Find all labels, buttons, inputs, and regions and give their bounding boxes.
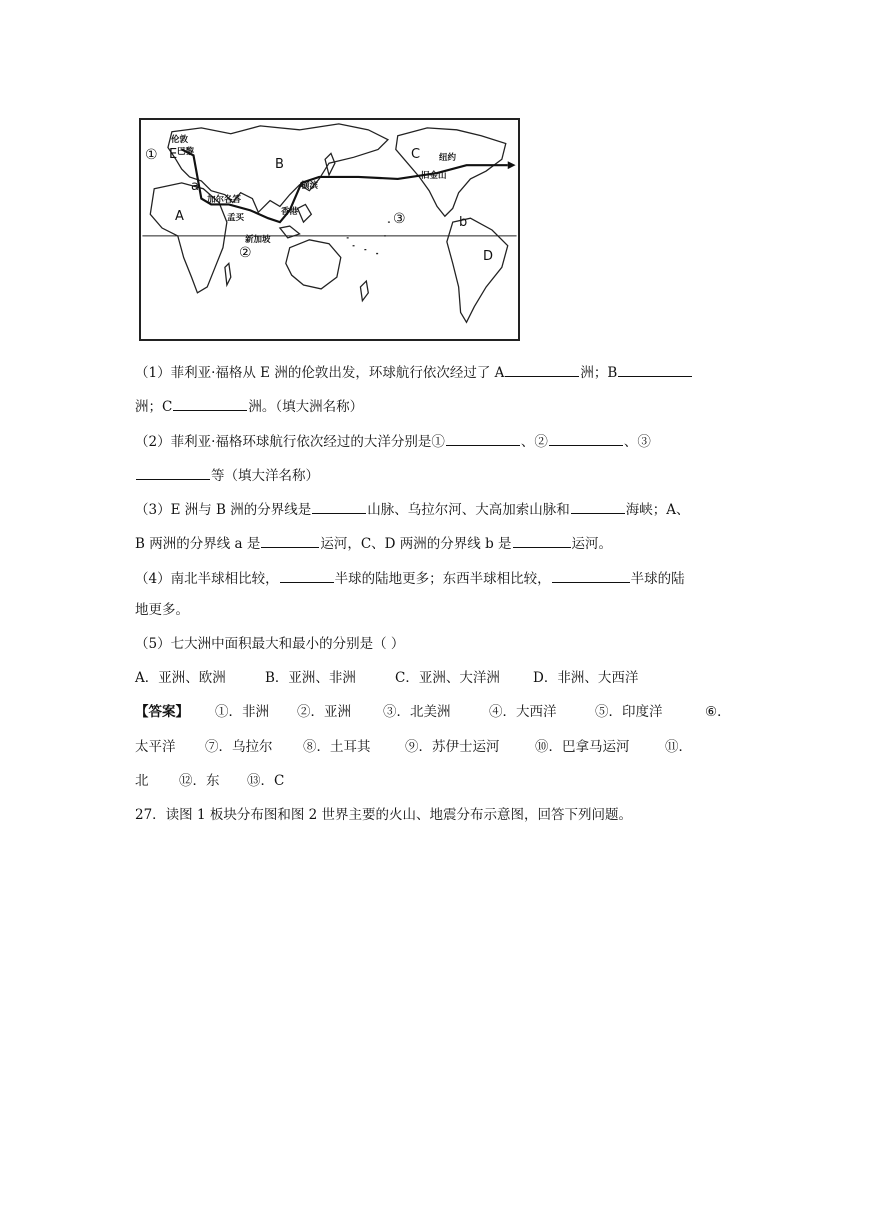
q4-text-3: 半球的陆 bbox=[630, 571, 685, 587]
answer-item-9: ⑨．苏伊士运河 bbox=[405, 739, 500, 755]
answer-line-1 bbox=[135, 706, 731, 720]
city-label-london: 伦敦 bbox=[171, 135, 189, 145]
world-route-map bbox=[139, 118, 520, 341]
question-2-line-1 bbox=[135, 433, 651, 450]
q3-text-4: B 两洲的分界线 a 是 bbox=[135, 536, 261, 552]
option-b[interactable]: B．亚洲、非洲 bbox=[265, 670, 356, 686]
city-label-sanfrancisco: 旧金山 bbox=[421, 171, 447, 181]
answer-item-10: ⑩．巴拿马运河 bbox=[535, 739, 630, 755]
q3-blank-1[interactable] bbox=[312, 501, 366, 514]
ocean-label-3: ③ bbox=[393, 211, 406, 227]
answer-item-11: ⑪． bbox=[665, 739, 692, 755]
option-a[interactable]: A．亚洲、欧洲 bbox=[135, 670, 226, 686]
q3-text-5: 运河，C、D 两洲的分界线 b 是 bbox=[320, 536, 512, 552]
q2-text-4: 等（填大洋名称） bbox=[211, 468, 319, 484]
q1-text-4: 洲。（填大洲名称） bbox=[248, 399, 364, 415]
q3-blank-2[interactable] bbox=[571, 501, 625, 514]
answer-item-6: ⑥． bbox=[705, 704, 731, 720]
option-d[interactable]: D．非洲、大西洋 bbox=[533, 670, 639, 686]
continent-label-d: D bbox=[483, 249, 494, 264]
q1-text-1: （1）菲利亚·福格从 E 洲的伦敦出发，环球航行依次经过了 A bbox=[135, 365, 505, 381]
q3-text-2: 山脉、乌拉尔河、大高加索山脉和 bbox=[367, 502, 570, 518]
q3-blank-4[interactable] bbox=[513, 535, 571, 548]
question-4-line-2 bbox=[135, 604, 189, 618]
question-2-line-2 bbox=[135, 467, 319, 484]
q2-text-1: （2）菲利亚·福格环球航行依次经过的大洋分别是① bbox=[135, 434, 445, 450]
q4-text-1: （4）南北半球相比较， bbox=[135, 571, 279, 587]
city-label-hongkong: 香港 bbox=[281, 207, 299, 217]
q4-text-4: 地更多。 bbox=[135, 602, 189, 618]
q2-blank-1[interactable] bbox=[446, 433, 520, 446]
continent-label-a: A bbox=[175, 209, 184, 224]
ocean-label-2: ② bbox=[239, 245, 252, 261]
answer-item-1: ①．非洲 bbox=[215, 704, 269, 720]
q4-blank-2[interactable] bbox=[552, 570, 630, 583]
answer-item-4: ④．大西洋 bbox=[489, 704, 557, 720]
continent-label-c: C bbox=[411, 147, 421, 162]
city-label-singapore: 新加坡 bbox=[245, 235, 271, 245]
city-label-yokohama: 横滨 bbox=[301, 181, 319, 191]
answer-item-11-cont: 北 bbox=[135, 773, 149, 789]
city-label-mumbai: 孟买 bbox=[227, 213, 245, 223]
city-label-newyork: 纽约 bbox=[439, 153, 457, 163]
q1-text-3: 洲；C bbox=[135, 399, 173, 415]
answer-item-7: ⑦．乌拉尔 bbox=[205, 739, 273, 755]
question-4-line-1 bbox=[135, 570, 685, 587]
q1-text-2: 洲；B bbox=[580, 365, 618, 381]
q3-text-1: （3）E 洲与 B 洲的分界线是 bbox=[135, 502, 312, 518]
city-label-calcutta: 加尔各答 bbox=[207, 195, 242, 205]
answer-item-2: ②．亚洲 bbox=[297, 704, 351, 720]
answer-item-8: ⑧．土耳其 bbox=[303, 739, 371, 755]
answer-line-3 bbox=[135, 775, 284, 789]
option-c[interactable]: C．亚洲、大洋洲 bbox=[395, 670, 500, 686]
question-5-stem: （5）七大洲中面积最大和最小的分别是（ ） bbox=[135, 636, 405, 652]
continent-label-e: E bbox=[169, 147, 178, 162]
question-3-line-1 bbox=[135, 501, 690, 518]
q4-text-2: 半球的陆地更多；东西半球相比较， bbox=[334, 571, 551, 587]
answer-item-6-cont: 太平洋 bbox=[135, 739, 176, 755]
question-1-line-1 bbox=[135, 364, 693, 381]
continent-label-b: B bbox=[275, 157, 284, 172]
q4-blank-1[interactable] bbox=[280, 570, 334, 583]
city-label-paris: 巴黎 bbox=[177, 147, 195, 157]
q3-text-6: 运河。 bbox=[571, 536, 613, 552]
question-27-text: 27．读图 1 板块分布图和图 2 世界主要的火山、地震分布示意图，回答下列问题。 bbox=[135, 807, 633, 823]
q3-blank-3[interactable] bbox=[261, 535, 319, 548]
ocean-label-1: ① bbox=[145, 147, 158, 163]
q2-text-2: 、② bbox=[520, 434, 548, 450]
q1-blank-a[interactable] bbox=[505, 364, 579, 377]
canal-label-b: b bbox=[459, 215, 468, 230]
q2-text-3: 、③ bbox=[623, 434, 651, 450]
q1-blank-c[interactable] bbox=[173, 398, 247, 411]
canal-label-a: a bbox=[191, 179, 199, 194]
question-1-line-2 bbox=[135, 398, 363, 415]
answer-item-3: ③．北美洲 bbox=[383, 704, 451, 720]
answer-item-13: ⑬．C bbox=[247, 773, 285, 789]
answer-item-5: ⑤．印度洋 bbox=[595, 704, 663, 720]
q2-blank-3[interactable] bbox=[136, 467, 210, 480]
q3-text-3: 海峡；A、 bbox=[625, 502, 690, 518]
answer-item-12: ⑫．东 bbox=[179, 773, 220, 789]
answer-line-2 bbox=[135, 741, 692, 755]
question-5-options bbox=[135, 672, 638, 686]
question-3-line-2 bbox=[135, 535, 612, 552]
q1-blank-b[interactable] bbox=[618, 364, 692, 377]
answer-key-label: 【答案】 bbox=[135, 704, 189, 720]
q2-blank-2[interactable] bbox=[549, 433, 623, 446]
